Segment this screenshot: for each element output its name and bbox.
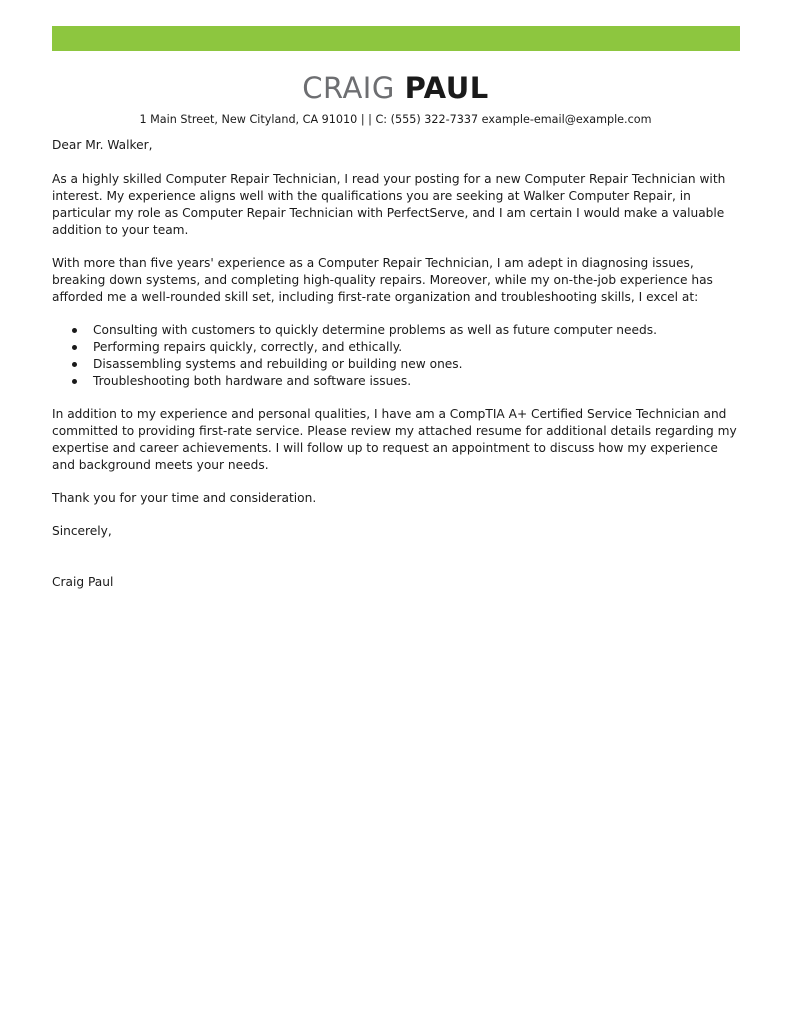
- bullet-icon: [72, 328, 77, 333]
- letter-body: [52, 137, 742, 591]
- salutation: Dear Mr. Walker,: [52, 138, 153, 152]
- skill-text: Disassembling systems and rebuilding or building new ones.: [93, 357, 463, 371]
- skills-list-item: [52, 322, 742, 339]
- skill-text: Troubleshooting both hardware and software issues.: [93, 374, 412, 388]
- signoff: Sincerely,: [52, 524, 112, 538]
- signature-name: Craig Paul: [52, 575, 114, 589]
- paragraph-intro: As a highly skilled Computer Repair Technician, I read your posting for a new Computer Repair Technician with interest. My experience aligns well with the qualifications you are seeking at Walker Computer Repair, in particular my role as Computer Repair Technician with PerfectServe, and I am certain I would make a valuable addition to your team.: [52, 172, 726, 237]
- bullet-icon: [72, 362, 77, 367]
- applicant-name: [0, 70, 791, 106]
- paragraph-experience: With more than five years' experience as a Computer Repair Technician, I am adept in diagnosing issues, breaking down systems, and completing high-quality repairs. Moreover, while my on-the-job experience has afforded me a well-rounded skill set, including first-rate organization and troubleshooting skills, I excel at:: [52, 256, 713, 304]
- skills-list: [52, 322, 742, 390]
- skills-list-item: [52, 373, 742, 390]
- closing-thanks: Thank you for your time and consideration.: [52, 491, 317, 505]
- skill-text: Performing repairs quickly, correctly, and ethically.: [93, 340, 403, 354]
- header-accent-bar: [52, 26, 740, 51]
- applicant-last-name: PAUL: [404, 71, 489, 105]
- contact-info: 1 Main Street, New Cityland, CA 91010 | | C: (555) 322-7337 example-email@example.com: [139, 113, 652, 126]
- bullet-icon: [72, 379, 77, 384]
- skills-list-item: [52, 356, 742, 373]
- applicant-first-name: CRAIG: [302, 71, 395, 105]
- skill-text: Consulting with customers to quickly determine problems as well as future computer needs.: [93, 323, 657, 337]
- paragraph-closing: In addition to my experience and personal qualities, I have am a CompTIA A+ Certified Service Technician and committed to providing first-rate service. Please review my attached resume for additional details regarding my expertise and career achievements. I will follow up to request an appointment to discuss how my experience and background meets your needs.: [52, 407, 737, 472]
- skills-list-item: [52, 339, 742, 356]
- bullet-icon: [72, 345, 77, 350]
